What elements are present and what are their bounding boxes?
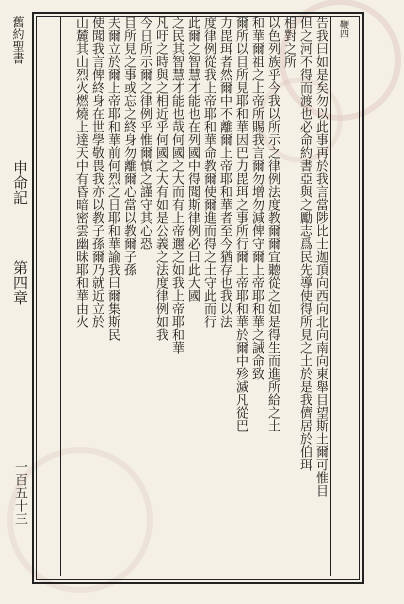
text-column: 相對之所	[281, 16, 296, 68]
chapter-title: 第四章	[11, 260, 29, 305]
book-title: 申命記	[11, 160, 29, 205]
text-column: 夫爾立於爾上帝耶和華前何烈之日耶和華諭我曰爾集斯民	[105, 16, 120, 341]
collection-title: 舊約聖書	[11, 16, 25, 64]
text-column: 目所見之事或忘之終身勿離爾心當以教爾子孫	[121, 16, 136, 276]
top-note: 鞭四	[338, 20, 348, 38]
text-column: 山麓其山烈火燃燒上達天中有昏暗密雲幽昧耶和華由火	[73, 16, 88, 328]
text-column: 力毘珥者然爾中不離爾上帝耶和華者至今猶存也我以法	[217, 16, 232, 328]
main-text-block	[60, 16, 328, 576]
text-column: 凡吁之時與之相近乎何國之大有如是公義之法度律例如我	[153, 16, 168, 341]
text-column: 此爾之智慧才能也在列國中得聞斯律例必曰此大國	[185, 16, 200, 302]
text-column: 今日所示爾之律例乎惟爾慎之謹守其心恐	[137, 16, 152, 250]
marginal-notes-column	[330, 16, 355, 576]
text-column: 和華爾祖之上帝所賜我言爾勿增勿減俾守爾上帝耶和華之誡命致	[249, 16, 264, 380]
text-column: 爾所以目所見耶和華因巴力毘珥之事所行爾上帝耶和華於爾中殄滅凡從巴	[233, 16, 248, 432]
page-number: 一百五十三	[12, 460, 27, 525]
text-column: 告我曰如是矣勿以此事再於我言當陟比士迦頂向西向北向南向東舉目望斯土爾可惟目	[313, 16, 328, 497]
text-column: 使聞我言俾終身在世學敬畏我亦以教子孫爾乃就近立於	[89, 16, 104, 328]
text-column: 但之河不得而渡也必命約書亞與之勵志爲民先導使得所見之土於是我儕居於伯珥	[297, 16, 312, 471]
text-column: 之民其智慧才能也哉何國之大而有上帝邇之如我上帝耶和華	[169, 16, 184, 354]
text-column: 度律例從我上帝耶和華命教爾使爾進而得之土守此而行	[201, 16, 216, 328]
text-column: 以色列族乎今我以所示之律例法度教爾爾宜聽從之如是得生而進所給之土	[265, 16, 280, 432]
running-head-column	[36, 16, 61, 576]
